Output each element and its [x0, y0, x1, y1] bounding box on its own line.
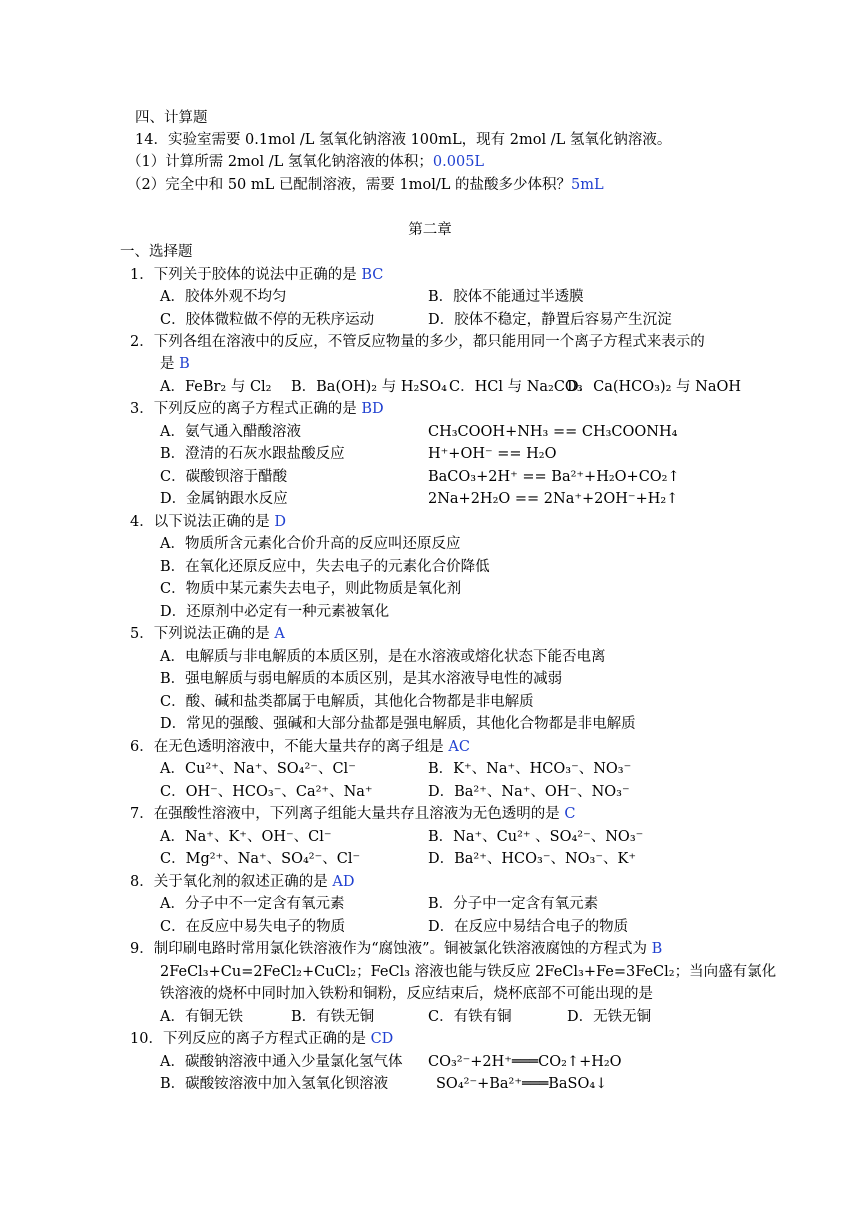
- option-a: A．氨气通入醋酸溶液: [160, 424, 301, 440]
- answer-text: B: [179, 356, 190, 372]
- answer-text: CD: [370, 1031, 394, 1047]
- question-text-line: 铁溶液的烧杯中同时加入铁粉和铜粉，反应结束后，烧杯底部不可能出现的是: [160, 986, 653, 1002]
- option-d: D．Ba²⁺、HCO₃⁻、NO₃⁻、K⁺: [428, 851, 637, 867]
- option-d: D．Ba²⁺、Na⁺、OH⁻、NO₃⁻: [428, 784, 630, 800]
- answer-text: D: [274, 514, 286, 530]
- option-a: A．碳酸钠溶液中通入少量氯化氢气体: [160, 1054, 403, 1070]
- section-heading-choice: 一、选择题: [120, 244, 193, 260]
- answer-text: BD: [361, 401, 384, 417]
- option-b: B．胶体不能通过半透膜: [428, 289, 584, 305]
- option-c: C．胶体微粒做不停的无秩序运动: [160, 312, 375, 328]
- option-c: C．酸、碱和盐类都属于电解质，其他化合物都是非电解质: [160, 694, 534, 710]
- option-b: B．碳酸铵溶液中加入氢氧化钡溶液: [160, 1076, 389, 1092]
- question-14-stem: 14．实验室需要 0.1mol /L 氢氧化钠溶液 100mL，现有 2mol /L 氢氧化钠溶液。: [135, 132, 672, 148]
- question-14-part-2: （2）完全中和 50 mL 已配制溶液，需要 1mol/L 的盐酸多少体积？5mL: [127, 177, 604, 193]
- option-a: A．Na⁺、K⁺、OH⁻、Cl⁻: [160, 829, 332, 845]
- question-stem: 1．下列关于胶体的说法中正确的是 BC: [130, 267, 384, 283]
- question-stem: 8．关于氧化剂的叙述正确的是 AD: [130, 874, 355, 890]
- option-d: D．金属钠跟水反应: [160, 491, 288, 507]
- option-d: D．还原剂中必定有一种元素被氧化: [160, 604, 390, 620]
- equation: SO₄²⁻+Ba²⁺═══BaSO₄↓: [436, 1076, 608, 1092]
- equation: 2Na+2H₂O == 2Na⁺+2OH⁻+H₂↑: [428, 491, 679, 507]
- question-stem: 3．下列反应的离子方程式正确的是 BD: [130, 401, 384, 417]
- option-c: C．碳酸钡溶于醋酸: [160, 469, 288, 485]
- option-b: B．有铁无铜: [291, 1009, 375, 1025]
- question-stem: 10．下列反应的离子方程式正确的是 CD: [130, 1031, 394, 1047]
- option-d: D．Ca(HCO₃)₂ 与 NaOH: [567, 379, 742, 395]
- question-stem: 2．下列各组在溶液中的反应，不管反应物量的多少，都只能用同一个离子方程式来表示的: [130, 334, 705, 350]
- equation: CH₃COOH+NH₃ == CH₃COONH₄: [428, 424, 678, 440]
- equation: H⁺+OH⁻ == H₂O: [428, 446, 557, 462]
- question-stem-continued: 是 B: [160, 356, 190, 372]
- option-c: C．有铁有铜: [428, 1009, 512, 1025]
- answer-text: B: [651, 941, 663, 957]
- answer-text: AD: [332, 874, 355, 890]
- option-c: C．在反应中易失电子的物质: [160, 919, 346, 935]
- question-text-line: 2FeCl₃+Cu=2FeCl₂+CuCl₂；FeCl₃ 溶液也能与铁反应 2FeCl₃+Fe=3FeCl₂；当向盛有氯化: [160, 964, 777, 980]
- chapter-title: 第二章: [408, 222, 452, 238]
- question-stem: 4．以下说法正确的是 D: [130, 514, 286, 530]
- answer-text: 0.005L: [432, 154, 485, 170]
- option-b: B．Ba(OH)₂ 与 H₂SO₄: [291, 379, 447, 395]
- option-a: A．分子中不一定含有氧元素: [160, 896, 345, 912]
- answer-text: BC: [361, 267, 384, 283]
- answer-text: C: [564, 806, 576, 822]
- option-d: D．胶体不稳定，静置后容易产生沉淀: [428, 312, 672, 328]
- option-b: B．Na⁺、Cu²⁺ 、SO₄²⁻、NO₃⁻: [428, 829, 644, 845]
- option-d: D．在反应中易结合电子的物质: [428, 919, 629, 935]
- equation: BaCO₃+2H⁺ == Ba²⁺+H₂O+CO₂↑: [428, 469, 680, 485]
- option-d: D．常见的强酸、强碱和大部分盐都是强电解质，其他化合物都是非电解质: [160, 716, 636, 732]
- option-d: D．无铁无铜: [567, 1009, 652, 1025]
- equation: CO₃²⁻+2H⁺═══CO₂↑+H₂O: [428, 1054, 622, 1070]
- option-a: A．有铜无铁: [160, 1009, 243, 1025]
- answer-text: 5mL: [570, 177, 604, 193]
- question-stem: 7．在强酸性溶液中，下列离子组能大量共存且溶液为无色透明的是 C: [130, 806, 576, 822]
- question-stem: 9．制印刷电路时常用氯化铁溶液作为“腐蚀液”。铜被氯化铁溶液腐蚀的方程式为 B: [130, 941, 663, 957]
- question-14-part-1: （1）计算所需 2mol /L 氢氧化钠溶液的体积；0.005L: [127, 154, 485, 170]
- section-heading-calculation: 四、计算题: [135, 110, 208, 126]
- option-a: A．FeBr₂ 与 Cl₂: [160, 379, 272, 395]
- option-a: A．Cu²⁺、Na⁺、SO₄²⁻、Cl⁻: [160, 761, 356, 777]
- question-stem: 5．下列说法正确的是 A: [130, 626, 285, 642]
- option-c: C．Mg²⁺、Na⁺、SO₄²⁻、Cl⁻: [160, 851, 361, 867]
- option-b: B．分子中一定含有氧元素: [428, 896, 599, 912]
- option-c: C．物质中某元素失去电子，则此物质是氧化剂: [160, 581, 462, 597]
- option-b: B．在氧化还原反应中，失去电子的元素化合价降低: [160, 559, 490, 575]
- option-a: A．电解质与非电解质的本质区别，是在水溶液或熔化状态下能否电离: [160, 649, 606, 665]
- option-c: C．OH⁻、HCO₃⁻、Ca²⁺、Na⁺: [160, 784, 373, 800]
- option-b: B．K⁺、Na⁺、HCO₃⁻、NO₃⁻: [428, 761, 632, 777]
- answer-text: AC: [448, 739, 470, 755]
- answer-text: A: [274, 626, 285, 642]
- option-a: A．物质所含元素化合价升高的反应叫还原反应: [160, 536, 461, 552]
- option-a: A．胶体外观不均匀: [160, 289, 287, 305]
- option-b: B．澄清的石灰水跟盐酸反应: [160, 446, 345, 462]
- option-c: C．HCl 与 Na₂CO₃: [449, 379, 583, 395]
- option-b: B．强电解质与弱电解质的本质区别，是其水溶液导电性的减弱: [160, 671, 563, 687]
- question-stem: 6．在无色透明溶液中，不能大量共存的离子组是 AC: [130, 739, 470, 755]
